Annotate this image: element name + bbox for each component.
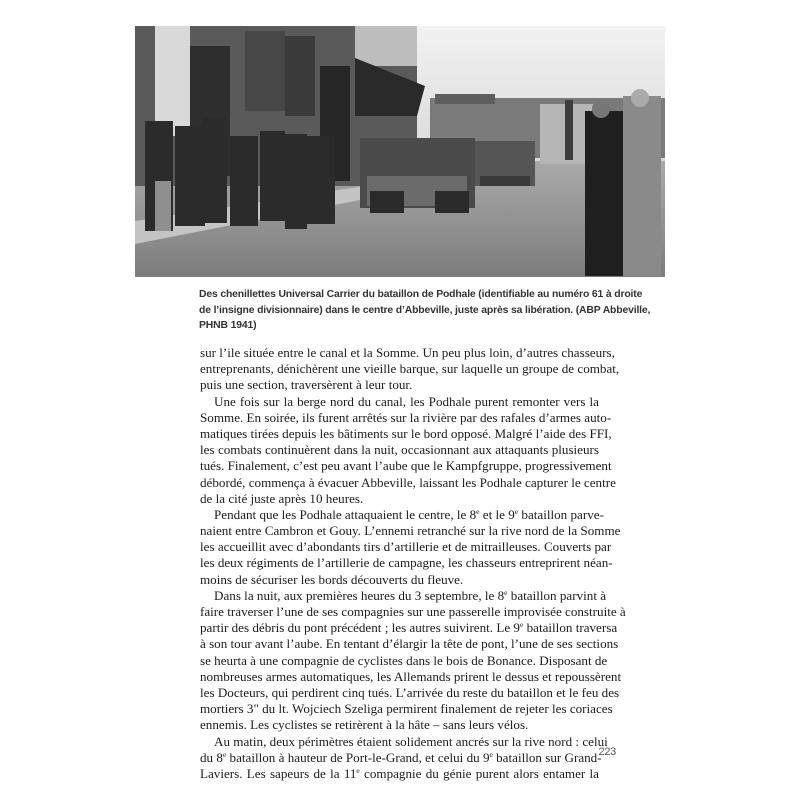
superscript: e — [476, 506, 480, 516]
text-line: ennemis. Les cyclistes se retirèrent à la hâte – sans leurs vélos. — [200, 717, 529, 733]
text-line: de la cité juste après 10 heures. — [200, 490, 364, 506]
text-line: Dans la nuit, aux premières heures du 3 septembre, le 8e bataillon parvint à — [214, 587, 607, 603]
text-line: Laviers. Les sapeurs de la 11e compagnie du génie purent alors entamer la — [200, 765, 599, 781]
text-line: nombreuses armes automatiques, les Allemands prirent le dessus et repoussèrent — [200, 668, 622, 684]
text-line: puis une section, traversèrent à leur tour. — [200, 377, 413, 393]
text-line: les deux régiments de l’artillerie de campagne, les chasseurs entreprirent néan- — [200, 555, 613, 571]
text-line: du 8e bataillon à hauteur de Port-le-Grand, et celui du 9e bataillon sur Grand- — [200, 749, 602, 765]
text-line: naient entre Cambron et Gouy. L’ennemi retranché sur la rive nord de la Somme — [200, 523, 621, 539]
text-line: Une fois sur la berge nord du canal, les Podhale purent remonter vers la — [214, 393, 599, 409]
text-line: les accueillit avec d’abondants tirs d’artillerie et de mitrailleuses. Couverts par — [200, 539, 612, 555]
photo-caption — [199, 287, 651, 334]
photo-image — [135, 26, 665, 277]
page-number: 223 — [598, 746, 616, 758]
text-line: débordé, commença à évacuer Abbeville, laissant les Podhale capturer le centre — [200, 474, 616, 490]
superscript: e — [519, 620, 524, 630]
text-line: les combats continuèrent dans la nuit, occasionnant aux attaquants plusieurs — [200, 442, 599, 458]
text-line: se heurta à une compagnie de cyclistes dans le bois de Bonance. Disposant de — [200, 652, 608, 668]
text-line: moins de sécuriser les bords découverts du fleuve. — [200, 571, 464, 587]
text-line: entreprenants, dénichèrent une vieille barque, sur laquelle un groupe de combat, — [200, 361, 620, 377]
text-line: tués. Finalement, c’est peu avant l’aube que le Kampfgruppe, progressivement — [200, 458, 612, 474]
caption-line: Des chenillettes Universal Carrier du bataillon de Podhale (identifiable au numéro 61 à droite — [199, 289, 643, 300]
text-line: les Docteurs, qui perdirent cinq tués. L’arrivée du reste du bataillon et le feu des — [200, 684, 620, 700]
text-line: Au matin, deux périmètres étaient solidement ancrés sur la rive nord : celui — [214, 733, 608, 749]
text-line: Pendant que les Podhale attaquaient le centre, le 8e et le 9e bataillon parve- — [214, 506, 604, 522]
text-line: sur l’ile située entre le canal et la Somme. Un peu plus loin, d’autres chasseurs, — [200, 345, 615, 360]
superscript: e — [504, 587, 508, 597]
superscript: e — [356, 765, 360, 775]
text-line: matiques tirées depuis les bâtiments sur le bord opposé. Malgré l’aide des FFI, — [200, 425, 612, 441]
text-line: faire traverser l’une de ses compagnies sur une passerelle improvisée construite à — [200, 604, 626, 619]
superscript: e — [489, 749, 493, 759]
superscript: e — [514, 506, 519, 516]
caption-line: PHNB 1941) — [199, 320, 257, 331]
text-line: Somme. En soirée, ils furent arrêtés sur la rivière par des rafales d’armes auto- — [200, 409, 612, 425]
superscript: e — [222, 749, 227, 759]
text-line: à son tour avant l’aube. En tentant d’élargir la tête de pont, l’une de ses sections — [200, 636, 619, 652]
text-line: mortiers 3" du lt. Wojciech Szeliga permirent finalement de rejeter les coriaces — [200, 701, 613, 717]
text-line: partir des débris du pont précédent ; les autres suivirent. Le 9e bataillon traversa — [200, 620, 618, 636]
historical-photo — [135, 26, 665, 277]
caption-line: de l’insigne divisionnaire) dans le centre d’Abbeville, juste après sa libération. (ABP Abbeville, — [199, 304, 651, 316]
